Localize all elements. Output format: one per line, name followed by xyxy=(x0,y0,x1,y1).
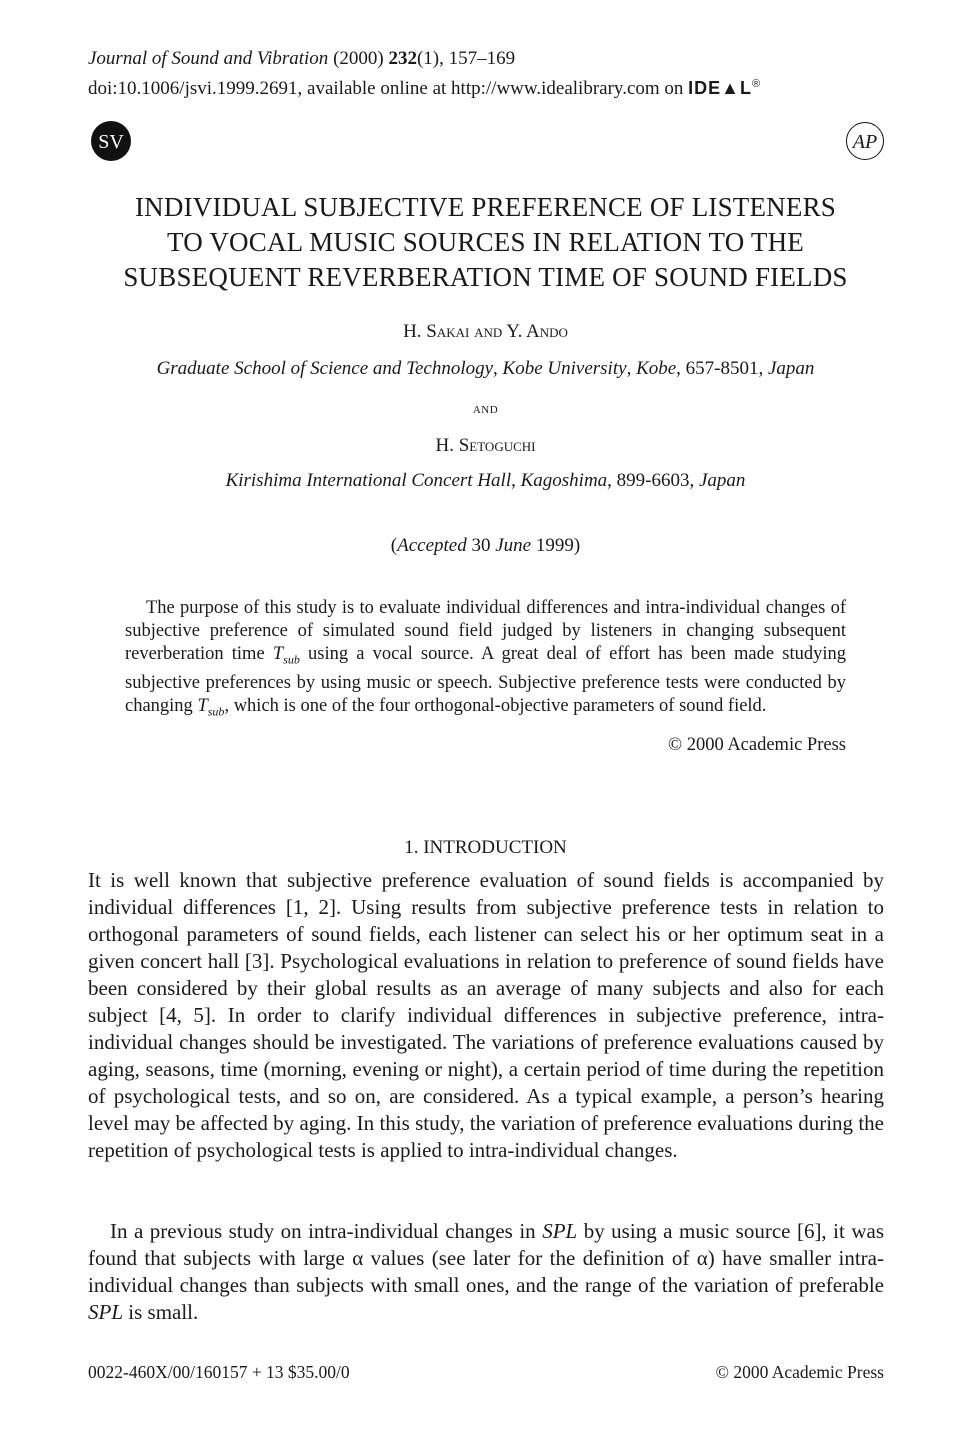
affiliation-1: Graduate School of Science and Technology, Kobe University, Kobe, 657-8501, Japan xyxy=(156,358,815,379)
body-paragraph-1: It is well known that subjective preference evaluation of sound fields is accompanied by individual differences [1, 2]. Using results from subjective preference tests in relation to orthogonal parameters of sound fields, each listener can select his or her optimum seat in a given concert hall [3]. Psychological evaluations in relation to preference of sound fields have been considered by their global results as an average of many subjects and also for each subject [4, 5]. In order to clarify individual differences in subjective preference, intra-individual changes should be investigated. The variations of preference evaluations caused by aging, seasons, time (morning, evening or night), a certain period of time during the repetition of psychological tests, and so on, are considered. As a typical example, a person’s hearing level may be affected by aging. In this study, the variation of preference evaluations during the repetition of psychological tests is applied to intra-individual changes. xyxy=(88,868,884,1162)
journal-volume: 232 xyxy=(388,48,417,69)
author-group-1: H. Sakai and Y. Ando xyxy=(403,321,568,342)
section-title: 1. INTRODUCTION xyxy=(404,837,567,858)
sv-logo: SV xyxy=(91,121,131,161)
doi-line xyxy=(88,72,761,101)
author-group-2: H. Setoguchi xyxy=(435,435,536,456)
title-line-2: TO VOCAL MUSIC SOURCES IN RELATION TO THE xyxy=(166,227,804,257)
footer-code: 0022-460X/00/160157 + 13 $35.00/0 xyxy=(88,1362,350,1382)
body-paragraph-2: In a previous study on intra-individual changes in SPL by using a music source [6], it was found that subjects with large α values (see later for the definition of α) have smaller intra-individual changes than subjects with small ones, and the range of the variation of preferable SPL is small. xyxy=(88,1219,884,1324)
accepted-date: (Accepted 30 June 1999) xyxy=(390,535,581,556)
t-sub-symbol: $T_{sub}$ xyxy=(272,644,300,667)
paper-title xyxy=(40,190,931,295)
abstract-copyright: © 2000 Academic Press xyxy=(668,735,846,755)
author-conjunction: and xyxy=(472,401,499,417)
ap-logo: AP xyxy=(846,122,884,160)
affiliation-2: Kirishima International Concert Hall, Kagoshima, 899-6603, Japan xyxy=(225,470,746,491)
footer-copyright: © 2000 Academic Press xyxy=(715,1362,884,1382)
journal-citation xyxy=(88,47,515,71)
journal-name: Journal of Sound and Vibration xyxy=(88,48,329,69)
t-sub-symbol: $T_{sub}$ xyxy=(197,695,225,719)
journal-issue-pages: (1), 157–169 xyxy=(416,48,516,69)
title-line-3: SUBSEQUENT REVERBERATION TIME OF SOUND FIELDS xyxy=(123,262,848,292)
journal-year: (2000) xyxy=(333,48,384,69)
abstract: The purpose of this study is to evaluate individual differences and intra-individual changes of subjective preference of simulated sound field judged by listeners in changing subsequent reverberation time $T_{sub}$ using a vocal source. A great deal of effort has been made studying subjective preferences by using music or speech. Subjective preference tests were conducted by changing $T_{sub}$, which is one of the four orthogonal-objective parameters of sound field. xyxy=(125,598,846,719)
ideal-logo: IDE▲L® xyxy=(688,78,762,98)
doi-text: doi:10.1006/jsvi.1999.2691, available online at http://www.idealibrary.com on xyxy=(88,78,684,99)
title-line-1: INDIVIDUAL SUBJECTIVE PREFERENCE OF LISTENERS xyxy=(134,192,836,222)
